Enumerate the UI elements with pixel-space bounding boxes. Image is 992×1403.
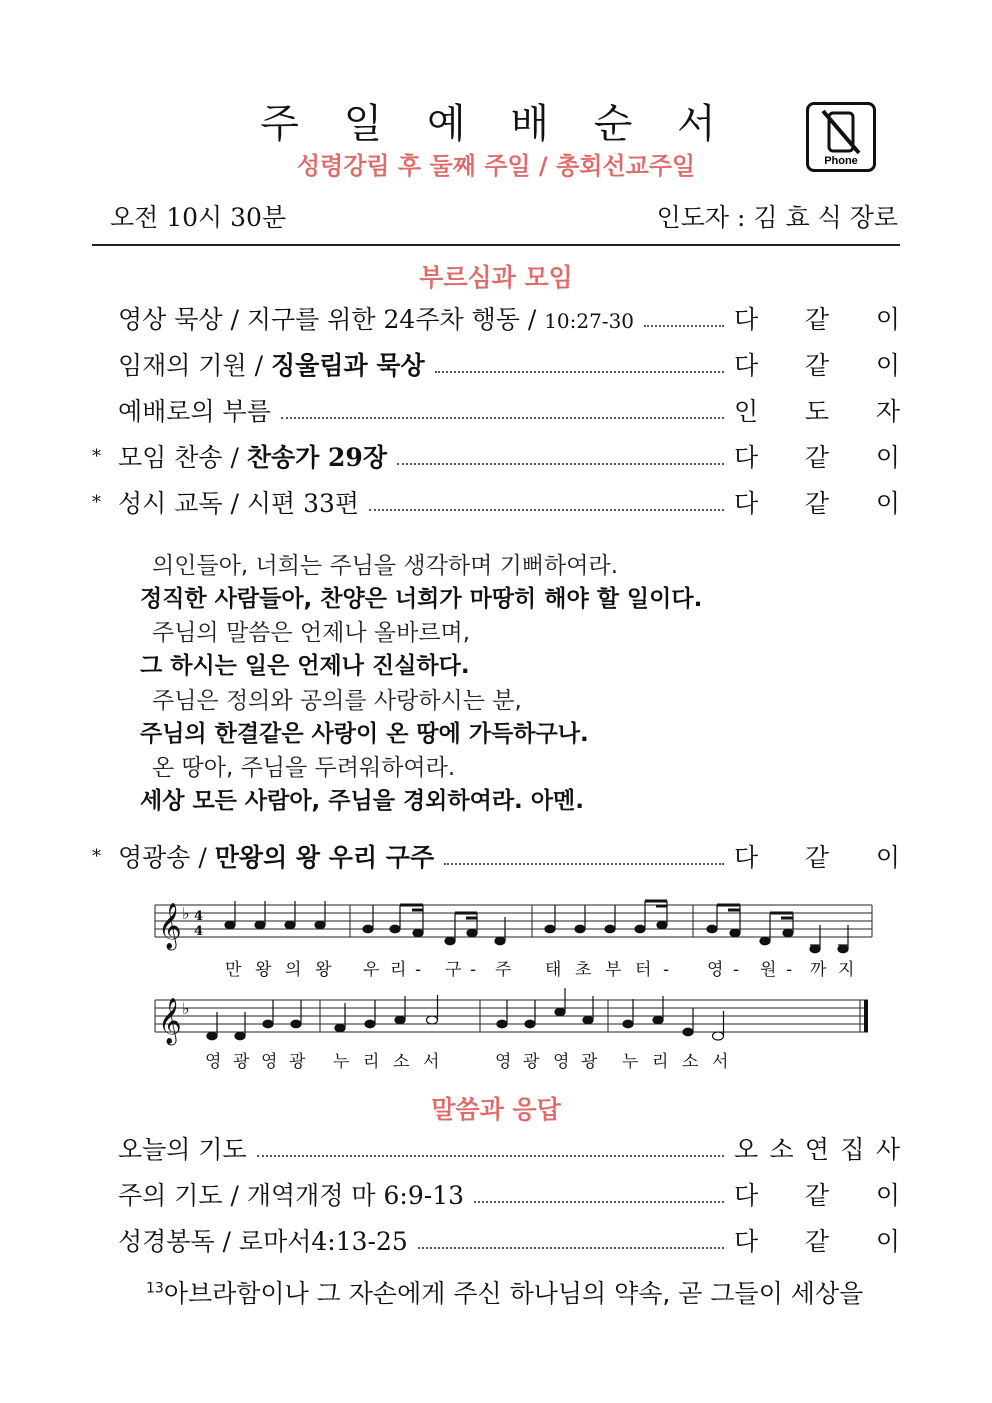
svg-text:영: 영 — [261, 1052, 278, 1072]
item-participants: 다 같 이 — [734, 305, 900, 334]
divider — [92, 244, 900, 246]
svg-text:광: 광 — [289, 1052, 306, 1072]
svg-text:서: 서 — [712, 1052, 729, 1072]
svg-text:영: 영 — [553, 1052, 570, 1072]
item-label: 모임 찬송 / — [118, 443, 247, 472]
item-label: 성시 교독 / 시편 33편 — [118, 489, 360, 518]
item-label: 예배로의 부름 — [118, 397, 271, 426]
psalm-line-leader: 온 땅아, 주님을 두려워하여라. — [152, 755, 456, 781]
item-label: 영상 묵상 / 지구를 위한 24주차 행동 / — [118, 305, 545, 334]
svg-text:터: 터 — [635, 960, 652, 980]
order-item-meditation — [92, 300, 900, 336]
svg-text:-: - — [470, 960, 477, 980]
item-label: 임재의 기원 / — [118, 351, 272, 380]
svg-text:왕: 왕 — [255, 960, 272, 980]
item-title: 찬송가 29장 — [246, 443, 387, 472]
svg-text:부: 부 — [605, 960, 622, 980]
standing-mark: * — [92, 491, 101, 513]
svg-text:-: - — [786, 960, 793, 980]
leader-dots — [444, 863, 724, 865]
psalm-line-leader: 주님은 정의와 공의를 사랑하시는 분, — [152, 688, 522, 714]
svg-text:리: 리 — [652, 1052, 669, 1072]
svg-text:우: 우 — [363, 960, 380, 980]
melody-notes — [207, 901, 848, 1040]
svg-text:리: 리 — [363, 1052, 380, 1072]
psalm-line-leader: 의인들아, 너희는 주님을 생각하며 기뻐하여라. — [152, 553, 619, 579]
order-item-call — [92, 392, 900, 428]
svg-text:♭: ♭ — [182, 999, 190, 1018]
order-item-responsive — [92, 484, 900, 520]
item-participants: 다 같 이 — [734, 489, 900, 518]
leader-dots — [644, 325, 724, 327]
lyrics-line-2 — [205, 1051, 728, 1072]
svg-text:누: 누 — [622, 1052, 639, 1072]
treble-clef-icon: 𝄞 — [158, 998, 182, 1044]
item-ref: 10:27-30 — [544, 309, 635, 333]
leader-dots — [474, 1201, 724, 1203]
leader-dots — [257, 1155, 724, 1157]
svg-text:광: 광 — [581, 1052, 598, 1072]
order-item-scripture — [92, 1222, 900, 1258]
svg-text:태: 태 — [545, 960, 562, 980]
item-participants: 오 소 연 집 사 — [734, 1135, 900, 1164]
leader-label: 인도자 : — [656, 203, 746, 232]
standing-mark: * — [92, 845, 101, 867]
time-signature-bottom: 4 — [194, 924, 204, 939]
leader-dots — [418, 1247, 724, 1249]
psalm-line-response: 주님의 한결같은 사랑이 온 땅에 가득하구나. — [140, 721, 589, 747]
psalm-line-response: 그 하시는 일은 언제나 진실하다. — [140, 653, 470, 679]
item-title: 징울림과 묵상 — [271, 351, 425, 380]
psalm-line-leader: 주님의 말씀은 언제나 올바르며, — [152, 620, 471, 646]
lyrics-line-1 — [225, 959, 854, 980]
no-phone-icon — [806, 102, 876, 172]
item-label: 성경봉독 / 로마서4:13-25 — [118, 1227, 408, 1256]
scripture-text — [146, 1274, 863, 1310]
music-score — [150, 895, 880, 1075]
verse-text: 아브라함이나 그 자손에게 주신 하나님의 약속, 곧 그들이 세상을 — [163, 1279, 864, 1308]
item-participants: 다 같 이 — [734, 1181, 900, 1210]
svg-text:구: 구 — [445, 960, 462, 980]
order-item-hymn — [92, 438, 900, 474]
svg-text:서: 서 — [423, 1052, 440, 1072]
section-word: 말씀과 응답 — [431, 1095, 561, 1124]
section-gathering: 부르심과 모임 — [419, 263, 573, 292]
item-title: 만왕의 왕 우리 구주 — [214, 843, 435, 872]
svg-text:만: 만 — [225, 960, 242, 980]
psalm-line-response: 세상 모든 사람아, 주님을 경외하여라. 아멘. — [140, 788, 584, 814]
svg-text:지: 지 — [838, 960, 855, 980]
svg-text:리: 리 — [390, 960, 407, 980]
page-title: 주 일 예 배 순 서 — [260, 101, 732, 147]
svg-text:주: 주 — [495, 960, 512, 980]
leader-dots — [435, 371, 724, 373]
item-participants: 다 같 이 — [734, 351, 900, 380]
svg-text:원: 원 — [760, 960, 777, 980]
svg-text:-: - — [733, 960, 740, 980]
item-label: 오늘의 기도 — [118, 1135, 247, 1164]
order-item-lords-prayer — [92, 1176, 900, 1212]
worship-leader — [657, 198, 898, 234]
item-participants: 인 도 자 — [734, 397, 900, 426]
item-label: 영광송 / — [118, 843, 215, 872]
item-participants: 다 같 이 — [734, 1227, 900, 1256]
svg-text:누: 누 — [333, 1052, 350, 1072]
standing-mark: * — [92, 445, 101, 467]
svg-text:소: 소 — [393, 1052, 410, 1072]
service-time: 오전 10시 30분 — [110, 203, 287, 232]
svg-text:광: 광 — [233, 1052, 250, 1072]
svg-text:광: 광 — [523, 1052, 540, 1072]
leader-name: 김 효 식 장로 — [753, 203, 898, 232]
psalm-line-response: 정직한 사람들아, 찬양은 너희가 마땅히 해야 할 일이다. — [140, 586, 703, 612]
order-item-prayer — [92, 1130, 900, 1166]
verse-number: 13 — [146, 1280, 164, 1297]
svg-text:영: 영 — [495, 1052, 512, 1072]
svg-text:-: - — [415, 960, 422, 980]
item-participants: 다 같 이 — [734, 843, 900, 872]
svg-text:소: 소 — [682, 1052, 699, 1072]
svg-text:영: 영 — [707, 960, 724, 980]
phone-icon-label: Phone — [824, 155, 858, 167]
leader-dots — [369, 509, 724, 511]
leader-dots — [397, 463, 724, 465]
order-item-gloria — [92, 838, 900, 874]
svg-text:의: 의 — [285, 960, 302, 980]
leader-dots — [281, 417, 724, 419]
svg-text:♭: ♭ — [182, 904, 190, 923]
page-subtitle: 성령강림 후 둘째 주일 / 총회선교주일 — [296, 152, 696, 180]
svg-text:영: 영 — [205, 1052, 222, 1072]
time-signature-top: 4 — [194, 909, 204, 924]
svg-text:-: - — [663, 960, 670, 980]
order-item-silence — [92, 346, 900, 382]
svg-text:까: 까 — [810, 960, 827, 980]
treble-clef-icon: 𝄞 — [158, 903, 182, 949]
svg-text:왕: 왕 — [315, 960, 332, 980]
svg-text:초: 초 — [575, 960, 592, 980]
item-label: 주의 기도 / 개역개정 마 6:9-13 — [118, 1181, 465, 1210]
item-participants: 다 같 이 — [734, 443, 900, 472]
